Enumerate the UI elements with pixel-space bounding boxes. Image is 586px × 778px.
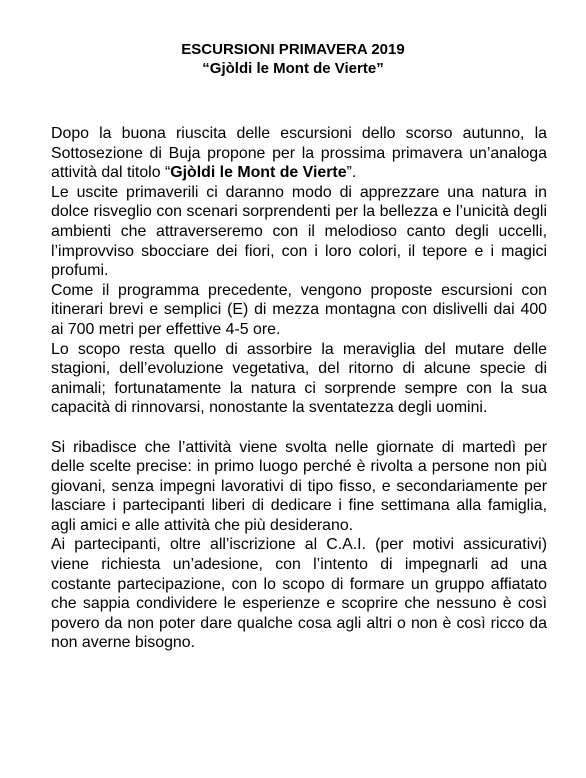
document-body (51, 124, 547, 653)
paragraph-tuesday: Si ribadisce che l’attività viene svolta nelle giornate di martedì per delle scelte precise: in primo luogo perché è rivolta a persone non più giovani, senza impegni lavorativi di tipo fisso, e secondariamente per lasciare i partecipanti liberi di dedicare i fine settimana alla famiglia, agli amici e alle attività che più desiderano. (51, 438, 547, 534)
paragraph-intro-end: ”. (346, 164, 357, 182)
paragraph-program: Come il programma precedente, vengono proposte escursioni con itinerari brevi e semplici (E) di mezza montagna con dislivelli dai 400 ai 700 metri per effettive 4-5 ore. (51, 281, 547, 338)
paragraph-purpose: Lo scopo resta quello di assorbire la meraviglia del mutare delle stagioni, dell’evoluzione vegetativa, del ritorno di alcune specie di animali; fortunatamente la natura ci sorprende sempre con la sua capacità di rinnovarsi, nonostante la sventatezza degli uomini. (51, 340, 547, 417)
document-title: ESCURSIONI PRIMAVERA 2019 (181, 41, 405, 58)
document-subtitle: “Gjòldi le Mont de Vierte” (202, 60, 384, 77)
paragraph-participants: Ai partecipanti, oltre all’iscrizione al C.A.I. (per motivi assicurativi) viene richiesta un’adesione, con l’intento di impegnarli ad una costante partecipazione, con lo scopo di formare un gruppo affiatato che sappia condividere le esperienze e scoprire che nessuno è così povero da non poter dare qualche cosa agli altri o non è così ricco da non averne bisogno. (51, 536, 547, 652)
paragraph-spring-outings: Le uscite primaverili ci daranno modo di apprezzare una natura in dolce risveglio con scenari sorprendenti per la bellezza e l’unicità degli ambienti che attraverseremo con il melodioso canto degli uccelli, l’improvviso sbocciare dei fiori, con i loro colori, il tepore e i magici profumi. (51, 183, 547, 280)
paragraph-intro-text: Dopo la buona riuscita delle escursioni dello scorso autunno, la Sottosezione di Buja propone per la prossima primavera un’analoga attività dal titolo “ (51, 125, 547, 182)
document-heading (0, 40, 586, 78)
paragraph-intro (51, 124, 547, 183)
paragraph-intro-title: Gjòldi le Mont de Vierte (170, 164, 347, 182)
